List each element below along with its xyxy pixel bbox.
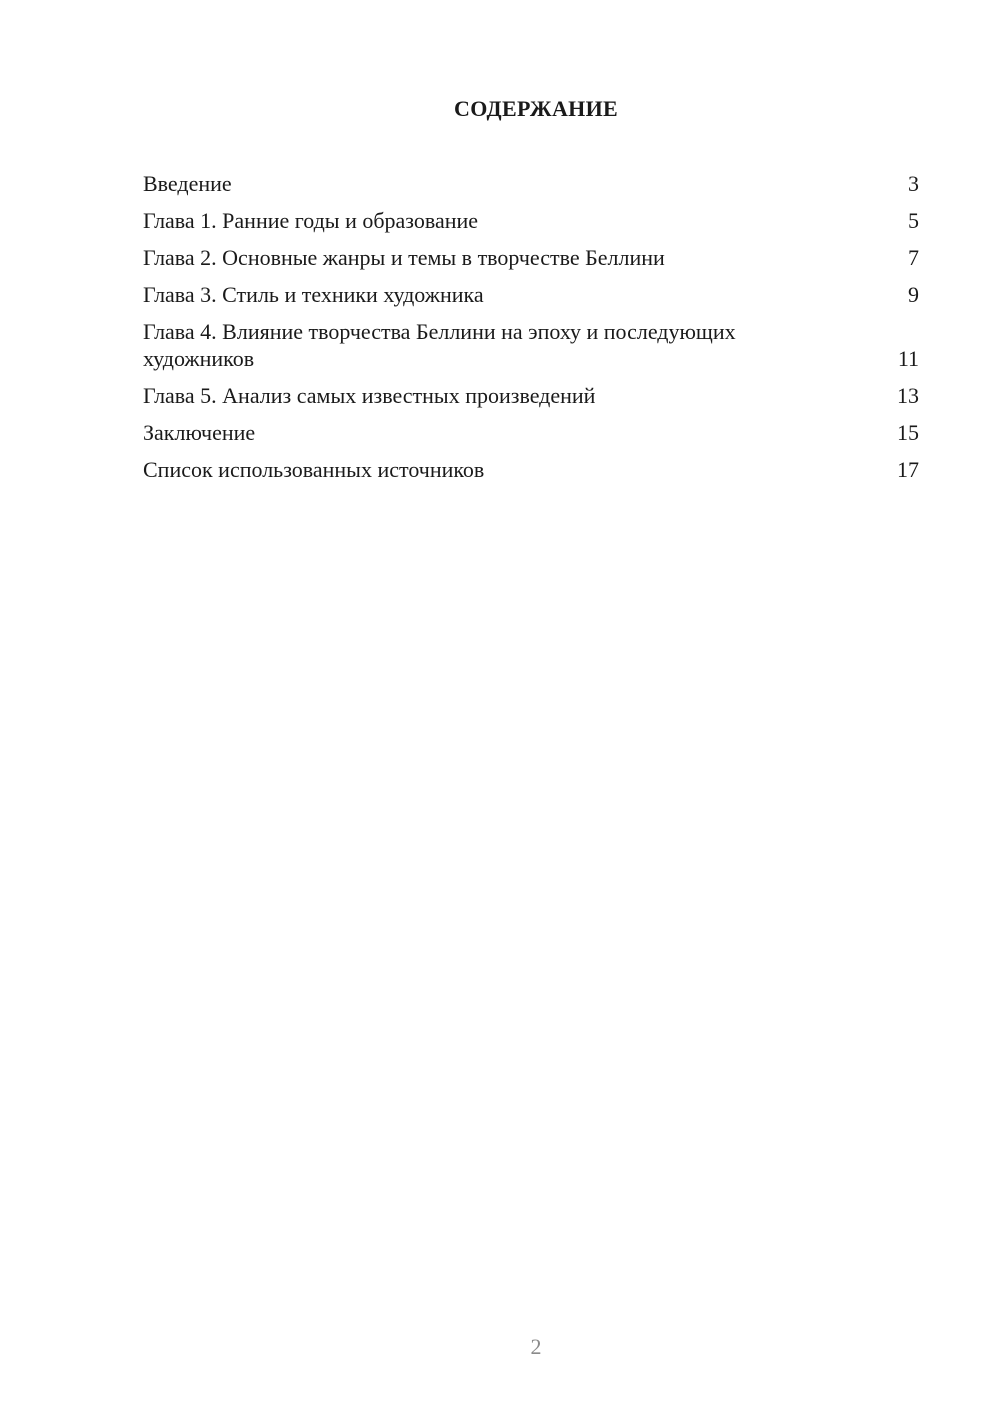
toc-entry-label: Глава 2. Основные жанры и темы в творчестве Беллини (143, 245, 665, 270)
toc-entry-label: Глава 4. Влияние творчества Беллини на эпоху и последующих художников (143, 319, 736, 371)
table-of-contents (143, 170, 919, 493)
toc-title: СОДЕРЖАНИЕ (454, 96, 618, 121)
toc-entry-label: Введение (143, 171, 232, 196)
toc-entry-conclusion (143, 419, 919, 446)
toc-entry-page: 11 (897, 346, 919, 371)
toc-entry-chapter-3 (143, 281, 919, 308)
toc-entry-chapter-5 (143, 382, 919, 409)
toc-entry-chapter-2 (143, 244, 919, 271)
toc-entry-page: 7 (908, 245, 919, 270)
toc-entry-page: 9 (908, 282, 919, 307)
toc-entry-page: 15 (897, 420, 919, 445)
toc-entry-chapter-4 (143, 318, 919, 372)
toc-entry-page: 3 (908, 171, 919, 196)
toc-entry-label: Заключение (143, 420, 256, 445)
toc-entry-label: Список использованных источников (143, 457, 485, 482)
page-number: 2 (530, 1334, 542, 1359)
toc-entry-label: Глава 3. Стиль и техники художника (143, 282, 484, 307)
toc-entry-page: 5 (908, 208, 919, 233)
toc-entry-label: Глава 1. Ранние годы и образование (143, 208, 479, 233)
toc-entry-references (143, 456, 919, 483)
toc-entry-introduction (143, 170, 919, 197)
toc-entry-page: 13 (897, 383, 919, 408)
toc-entry-chapter-1 (143, 207, 919, 234)
toc-entry-page: 17 (897, 457, 919, 482)
toc-entry-label: Глава 5. Анализ самых известных произведений (143, 383, 596, 408)
